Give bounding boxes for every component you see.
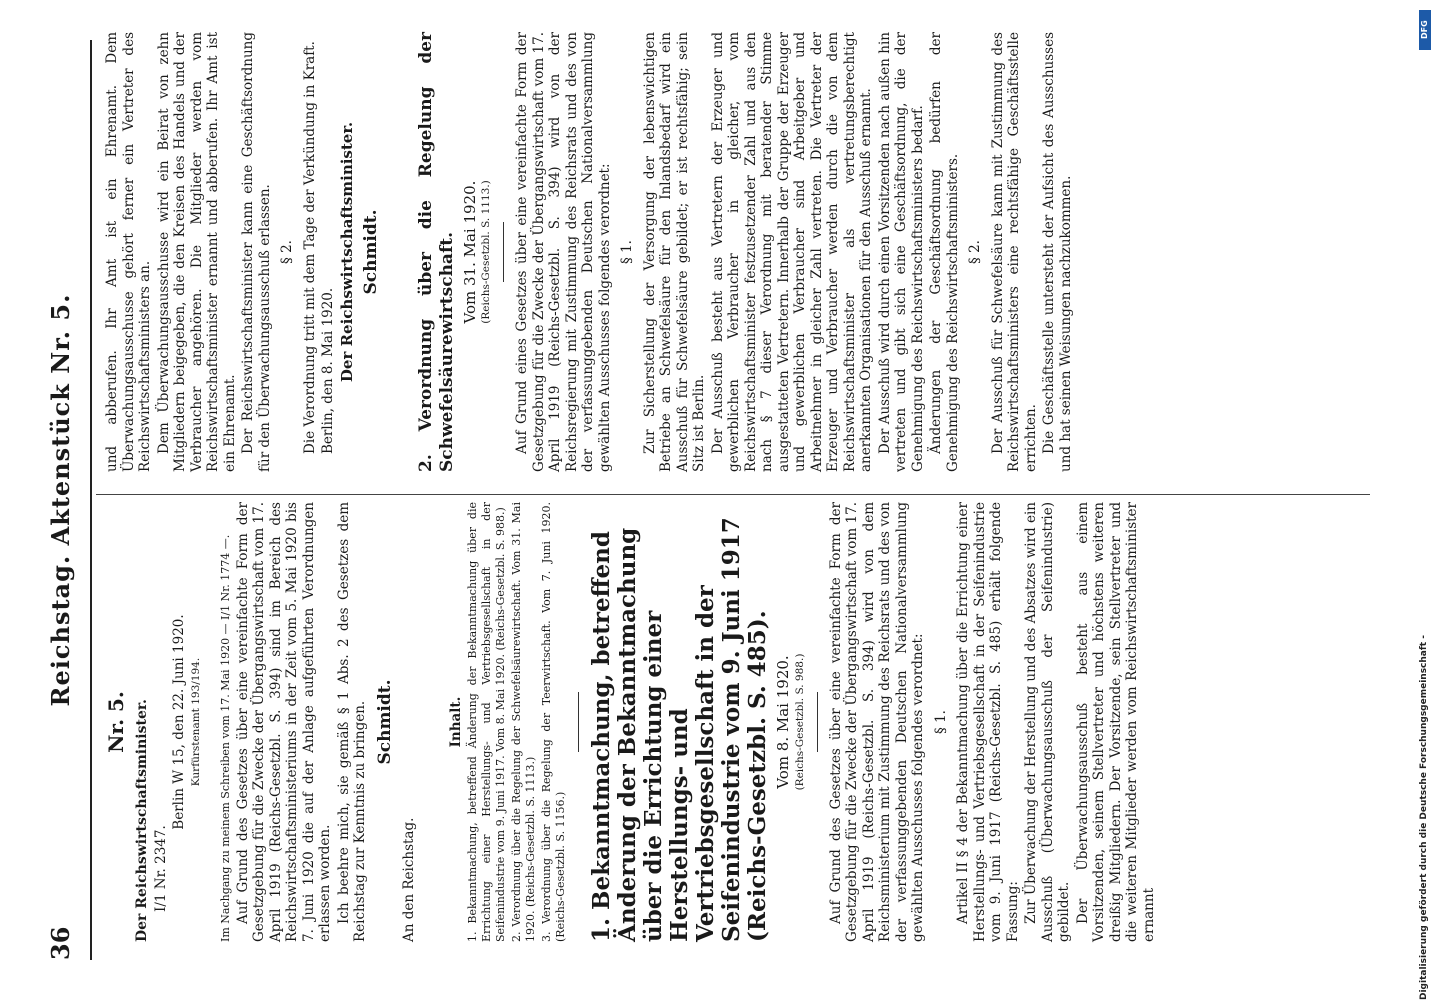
ordinance-2-intro: Auf Grund eines Gesetzes über eine vereinfachte Form der Gesetzgebung für die Zwecke der Übergangswirtschaft vom 17. April 1919 (Reichs-Gesetzbl. S. 394) wird von der Reichsregierung mit Zustimmung des Reichsrats und des von der verfassunggebenden Deutschen Nationalversammlung gewählten Ausschusses folgendes verordnet: [514,32,613,472]
ordinance-2-section-1: § 1. [619,240,635,264]
ordinance-1-intro: Auf Grund des Gesetzes über eine vereinfachte Form der Gesetzgebung für die Zwecke der Übergangswirtschaft vom 17. April 1919 (Reichs-Gesetzbl. S. 394) wird von dem Reichsministerium mit Zustimmung des Reichsrats und des von der verfassunggebenden Deutschen Nationalversammlung gewählten Ausschusses folgendes verordnet: [827,502,926,942]
letter-body-2: Ich beehre mich, sie gemäß § 1 Abs. 2 des Gesetzes dem Reichstag zur Kenntnis zu bringen. [335,502,368,942]
dfg-credit: Digitalisierung gefördert durch die Deutsche Forschungsgemeinschaft - [1419,635,1429,1000]
ordinance-2-title: 2. Verordnung über die Regelung der Schwefelsäurewirtschaft. [415,32,457,472]
section-2: § 2. [279,240,295,264]
ordinance-2-paragraph-2: Der Ausschuß besteht aus Vertretern der Erzeuger und gewerblichen Verbraucher in gleicher, vom Reichswirtschaftsminister festzusetzender Zahl und aus den nach § 7 dieser Verordnung mit beratender Stimme ausgestatteten Vertretern. Innerhalb der Gruppe der Erzeuger und gewerblichen Verbraucher sind Arbeitgeber und Arbeitnehmer in gleicher Zahl vertreten. Die Vertreter der Erzeuger und Verbraucher werden durch die von dem Reichswirtschaftsminister als vertretungsberechtigt anerkannten Organisationen für den Ausschuß ernannt. [709,32,874,472]
ordinance-1-place-date: Berlin, den 8. Mai 1920. [320,287,336,454]
continuation-2: Dem Überwachungsausschusse wird ein Beirat von zehn Mitgliedern beigegeben, die den Kreisen des Handels und der Verbraucher angehören. Die Mitglieder werden vom Reichswirtschaftsminister ernannt und abberufen. Ihr Amt ist ein Ehrenamt. [155,32,238,472]
ordinance-2-paragraph-1: Zur Sicherstellung der Versorgung der lebenswichtigen Betriebe an Schwefelsäure für den Inlandsbedarf wird ein Ausschuß für Schwefelsäure gebildet; er ist rechtsfähig; sein Sitz ist Berlin. [641,32,707,472]
running-title: Reichstag. Aktenstück Nr. 5. [46,293,75,707]
ordinance-2-date: Vom 31. Mai 1920. [460,180,479,324]
reference-line: Im Nachgang zu meinem Schreiben vom 17. Mai 1920 — I/1 Nr. 1774 —. [218,534,232,942]
sender-reference: I/1 Nr. 2347. [152,825,169,912]
letter-signature: Schmidt. [374,679,395,765]
contents-item: 2. Verordnung über die Regelung der Schwefelsäurewirtschaft. Vom 31. Mai 1920. (Reichs-Gesetzbl. S. 1113.) [510,502,537,942]
ordinance-2-paragraph-3: Der Ausschuß wird durch einen Vorsitzenden nach außen hin vertreten und gibt sich eine Geschäftsordnung, die der Genehmigung des Reichswirtschaftsministers bedarf. [876,32,926,472]
ordinance-1-article-2: Zur Überwachung der Herstellung und des Absatzes wird ein Ausschuß (Überwachungsausschuß der Seifenindustrie) gebildet. [1023,502,1072,942]
contents-title: Inhalt. [447,696,464,748]
separator [503,222,504,282]
separator [817,692,818,752]
ordinance-2-section-2: § 2. [967,240,983,264]
ordinance-2-paragraph-5: Der Ausschuß für Schwefelsäure kann mit Zustimmung des Reichswirtschaftsministers eine rechtsfähige Geschäftsstelle errichten. [989,32,1039,472]
signer-title: Der Reichswirtschaftsminister. [337,121,356,383]
ordinance-2-paragraph-4: Änderungen der Geschäftsordnung bedürfen der Genehmigung des Reichswirtschaftsministers. [928,32,961,472]
page-number: 36 [46,926,75,960]
contents-item: 1. Bekanntmachung, betreffend Änderung der Bekanntmachung über die Errichtung einer Herstellungs- und Vertriebsgesellschaft in der Seifenindustrie vom 9. Juni 1917. Vom 8. Mai 1920. (Reichs-Gesetzbl. S. 988.) [466,502,507,942]
page-header [40,40,84,960]
column-divider [96,494,1370,495]
place-date: Berlin W 15, den 22. Juni 1920. [171,614,187,830]
phone: Kurfürstenamt 193/194. [189,657,202,787]
ordinance-1-article-3: Der Überwachungsausschuß besteht aus einem Vorsitzenden, seinem Stellvertreter und höchstens weiteren dreißig Mitgliedern. Der Vorsitzende, sein Stellvertreter und die weiteren Mitglieder werden vom Reichswirtschaftsminister ernannt [1074,502,1157,942]
dfg-logo: DFG [1419,10,1431,50]
ordinance-1-article: Artikel II § 4 der Bekanntmachung über die Errichtung einer Herstellungs- und Vertriebsgesellschaft in der Seifenindustrie vom 9. Juni 1917 (Reichs-Gesetzbl. S. 485) erhält folgende Fassung: [955,502,1021,942]
ordinance-2-paragraph-6: Die Geschäftsstelle untersteht der Aufsicht des Ausschusses und hat seinen Weisungen nachzukommen. [1041,32,1074,472]
continuation-4: Die Verordnung tritt mit dem Tage der Verkündung in Kraft. [301,41,318,454]
ordinance-1-signature: Schmidt. [361,209,381,295]
contents-item: 3. Verordnung über die Regelung der Teerwirtschaft. Vom 7. Juni 1920. (Reichs-Gesetzbl. S. 1156.) [540,502,567,942]
right-column [104,32,1076,472]
ordinance-1-section-1: § 1. [932,710,949,734]
document-number: Nr. 5. [104,691,128,753]
left-column [104,502,1159,942]
dfg-margin [1418,0,1432,1000]
separator [578,692,579,752]
header-rule [90,40,92,960]
sender: Der Reichswirtschaftsminister. [134,699,150,942]
ordinance-1-date: Vom 8. Mai 1920. [774,655,792,789]
continuation-1: und abberufen. Ihr Amt ist ein Ehrenamt. Dem Überwachungsausschusse gehört ferner ein Vertreter des Reichswirtschaftsministers an. [104,32,153,472]
letter-body-1: Auf Grund des Gesetzes über eine vereinfachte Form der Gesetzgebung für die Zwecke der Übergangswirtschaft vom 17. April 1919 (Reichs-Gesetzbl. S. 394) sind im Bereich des Reichswirtschaftsministeriums in der Zeit vom 5. Mai 1920 bis 7. Juni 1920 die auf der Anlage aufgeführten Verordnungen erlassen worden. [234,502,333,942]
addressee: An den Reichstag. [401,817,417,942]
ordinance-1-title: 1. Bekanntmachung, betreffend Änderung der Bekanntmachung über die Errichtung einer Herstellungs- und Vertriebsgesellschaft in der Seifenindustrie vom 9. Juni 1917 (Reichs-Gesetzbl. S. 485). [588,517,771,942]
continuation-3: Der Reichswirtschaftsminister kann eine Geschäftsordnung für den Überwachungsausschuß erlassen. [240,32,273,472]
ordinance-1-ref: (Reichs-Gesetzbl. S. 988.) [793,653,806,791]
ordinance-2-ref: (Reichs-Gesetzbl. S. 1113.) [480,180,492,324]
